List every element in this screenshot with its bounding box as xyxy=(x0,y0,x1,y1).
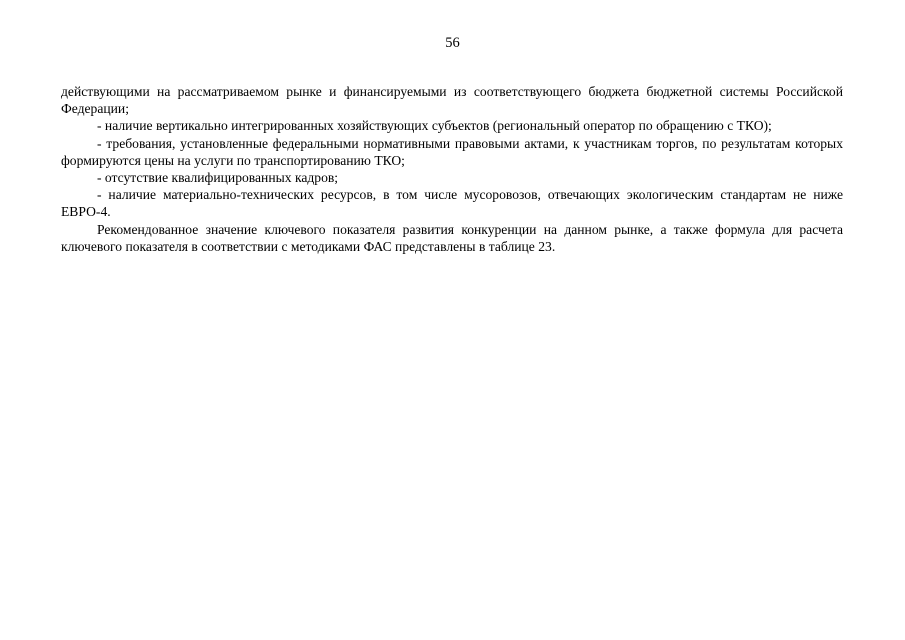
paragraph-vertical-integration: - наличие вертикально интегрированных хозяйствующих субъектов (региональный оператор по обращению с ТКО); xyxy=(97,118,772,134)
body-text xyxy=(61,83,843,255)
paragraph-tender-requirements: - требования, установленные федеральными нормативными правовыми актами, к участникам торгов, по результатам которых формируются цены на услуги по транспортированию ТКО; xyxy=(61,135,843,168)
paragraph-technical-resources: - наличие материально-технических ресурсов, в том числе мусоровозов, отвечающих экологическим стандартам не ниже ЕВРО-4. xyxy=(61,187,843,220)
paragraph-recommended-value: Рекомендованное значение ключевого показателя развития конкуренции на данном рынке, а также формула для расчета ключевого показателя в соответствии с методиками ФАС представлены в таблице 23. xyxy=(61,221,843,254)
paragraph-staff-shortage: - отсутствие квалифицированных кадров; xyxy=(97,170,339,186)
paragraph-continuation: действующими на рассматриваемом рынке и финансируемыми из соответствующего бюджета бюджетной системы Российской Федерации; xyxy=(61,84,843,117)
page-number: 56 xyxy=(445,35,460,51)
